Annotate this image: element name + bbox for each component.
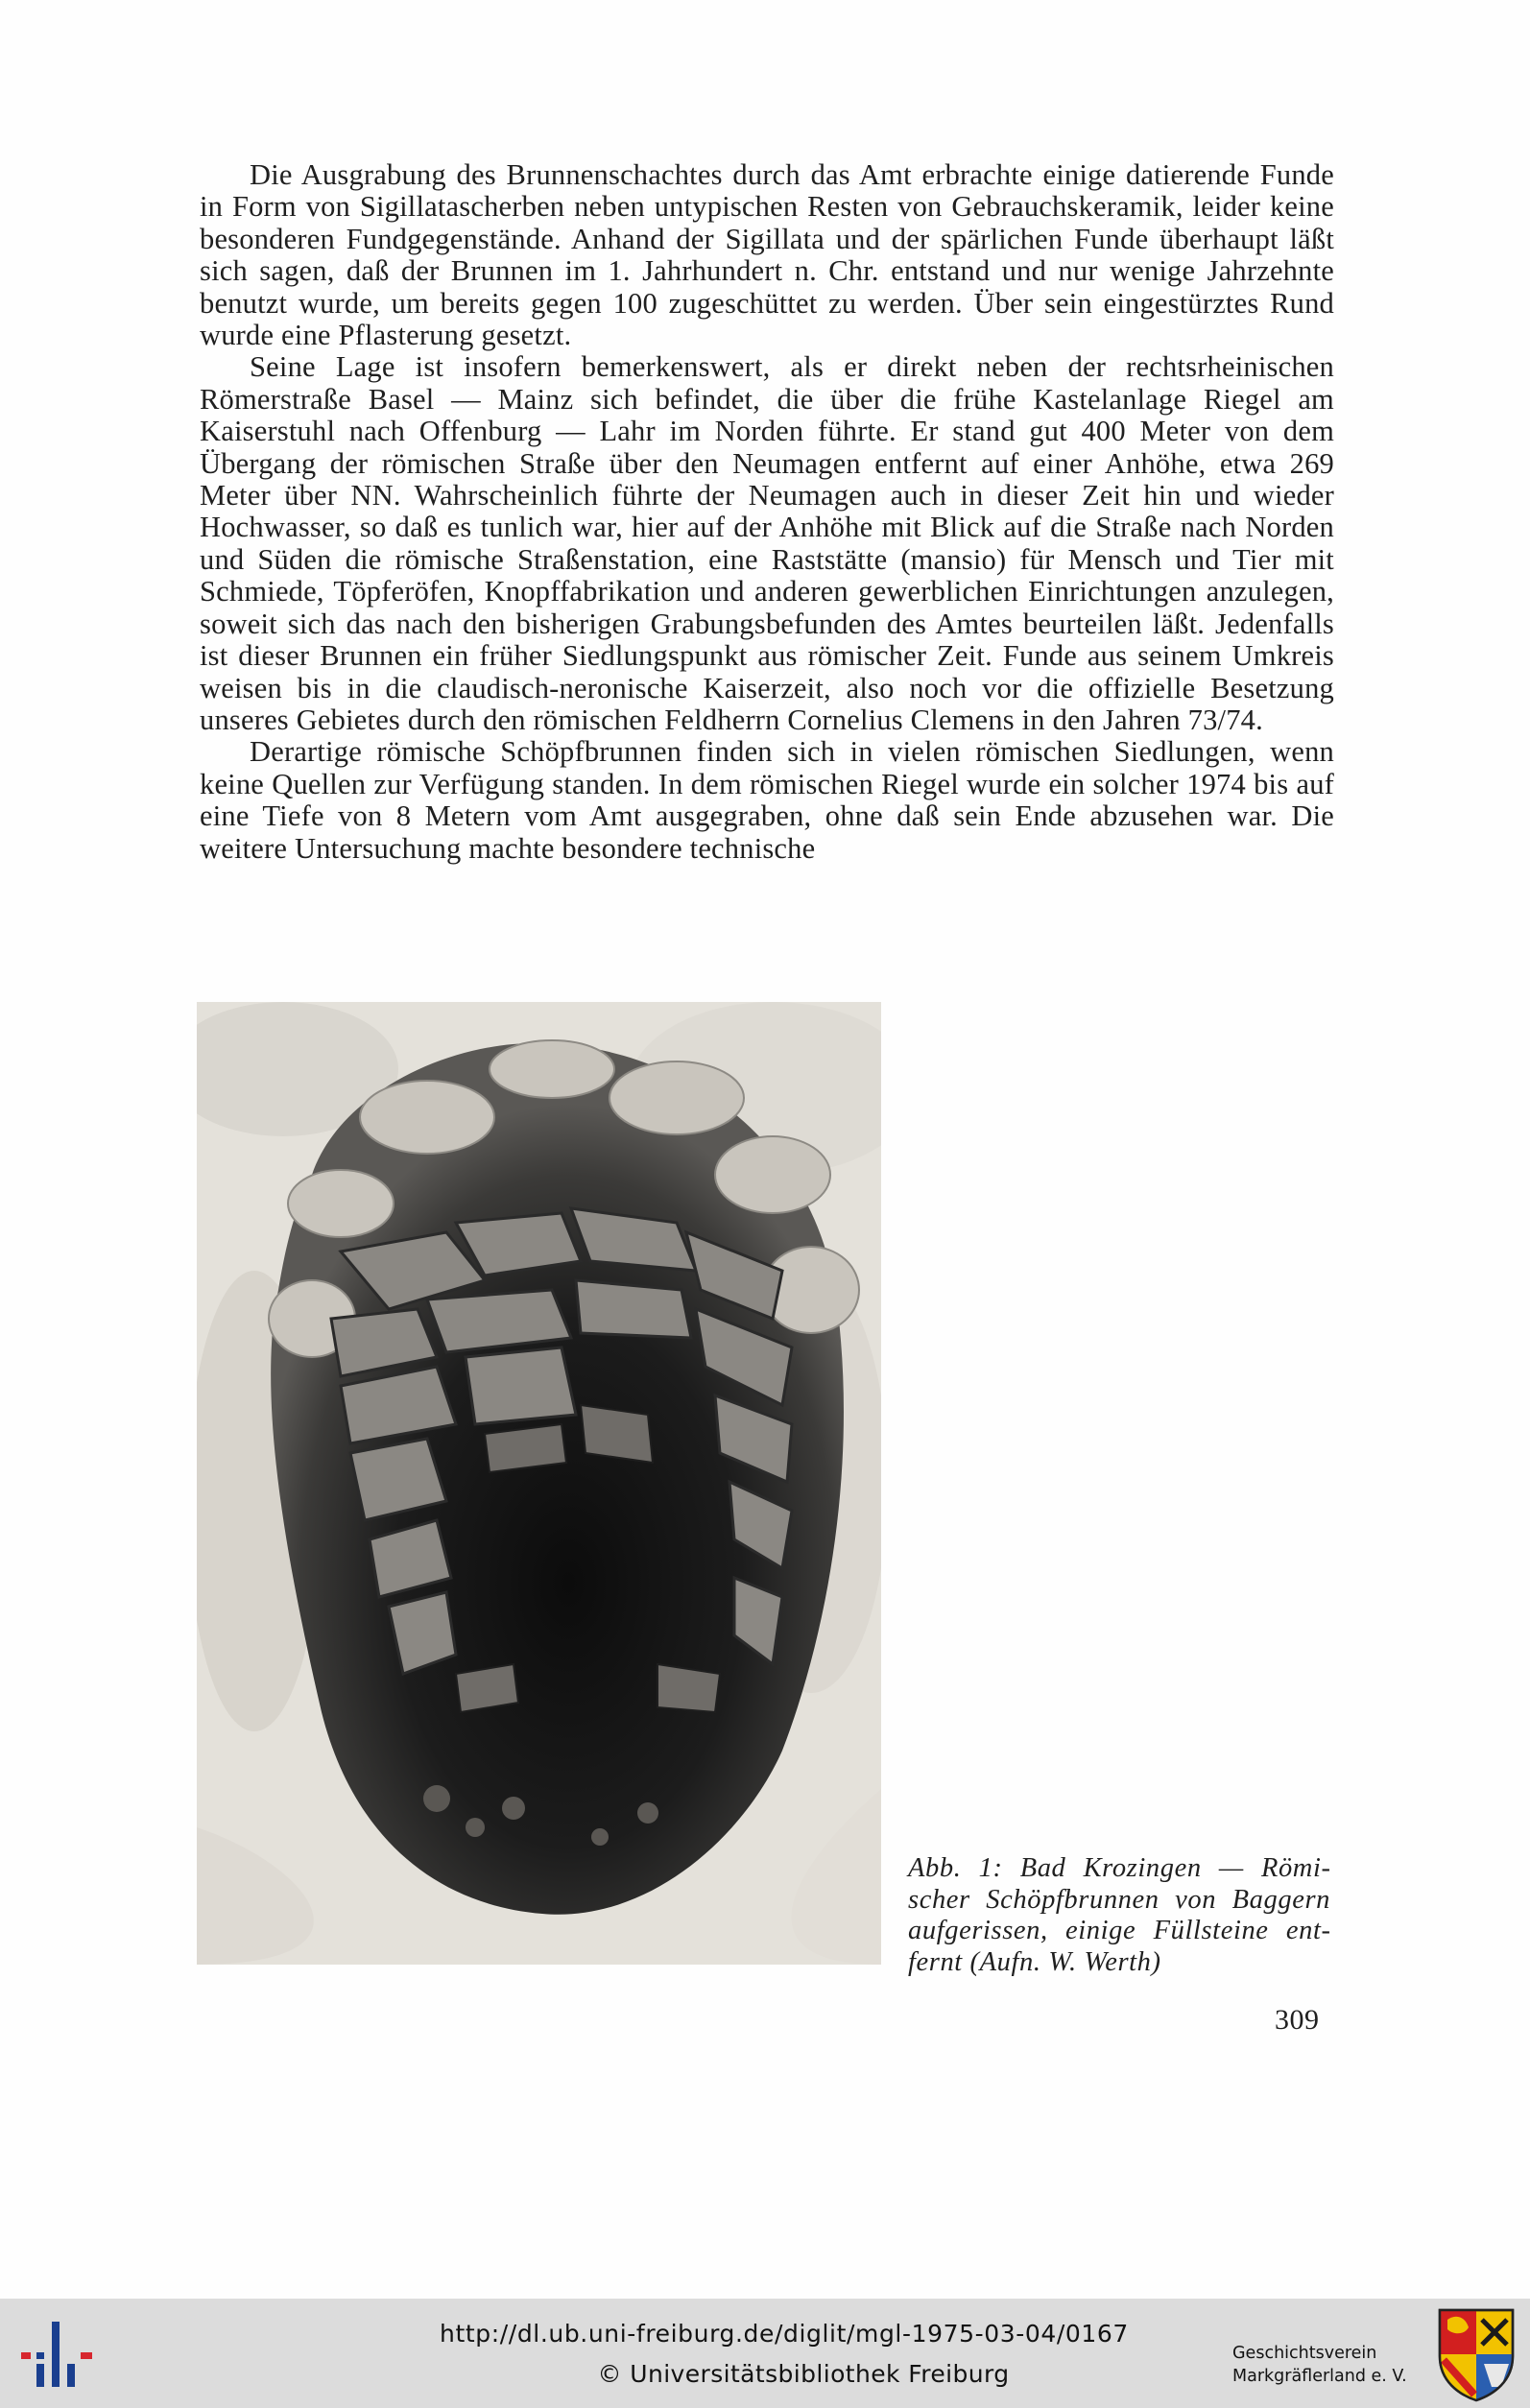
coat-of-arms-icon — [1436, 2306, 1517, 2402]
well-shaft-photo — [197, 1002, 881, 1965]
copyright-text: © Universitätsbibliothek Freiburg — [597, 2360, 1010, 2388]
permalink-text: http://dl.ub.uni-freiburg.de/diglit/mgl-1975-03-04/0167 — [440, 2320, 1129, 2348]
paragraph: Derartige römische Schöpfbrunnen finden sich in vielen römischen Siedlungen, wenn keine Quellen zur Verfügung standen. In dem römischen Riegel wurde ein solcher 1974 bis auf eine Tiefe von 8 Metern vom Amt ausgegraben, ohne daß sein Ende abzusehen war. Die weitere Untersuchung machte besondere technische — [200, 735, 1334, 865]
body-text — [200, 159, 1334, 865]
society-name-line: Geschichtsverein — [1232, 2344, 1377, 2363]
footer-bar — [0, 2299, 1530, 2408]
paragraph: Seine Lage ist insofern bemerkenswert, als er direkt neben der rechtsrheinischen Römerstraße Basel — Mainz sich befindet, die über die frühe Kastelanlage Riegel am Kaiserstuhl nach Offenburg — Lahr im Norden führte. Er stand gut 400 Meter von dem Übergang der römischen Straße über den Neumagen entfernt auf einer Anhöhe, etwa 269 Meter über NN. Wahrscheinlich führte der Neumagen auch in dieser Zeit hin und wieder Hochwasser, so daß es tunlich war, hier auf der Anhöhe mit Blick auf die Straße nach Norden und Süden die römische Straßenstation, eine Raststätte (mansio) für Mensch und Tier mit Schmiede, Töpferöfen, Knopffabrikation und anderen gewerblichen Einrichtungen anzulegen, soweit sich das nach den bisherigen Grabungsbefunden des Amtes beurteilen läßt. Jedenfalls ist dieser Brunnen ein früher Siedlungspunkt aus römischer Zeit. Funde aus seinem Umkreis weisen bis in die claudisch-neronische Kaiserzeit, also noch vor die offizielle Besetzung unseres Gebietes durch den römischen Feldherrn Cornelius Clemens in den Jahren 73/74. — [200, 350, 1334, 736]
figure-caption: Abb. 1: Bad Krozingen — Römischer Schöpfbrunnen von Baggern aufgerissen, einige Füllsteine entfernt (Aufn. W. Werth) — [908, 1853, 1330, 1977]
society-name — [1232, 2342, 1424, 2388]
page-number: 309 — [1275, 2004, 1320, 2036]
paragraph: Die Ausgrabung des Brunnenschachtes durch das Amt erbrachte einige datierende Funde in Form von Sigillatascherben neben untypischen Resten von Gebrauchskeramik, leider keine besonderen Fundgegenstände. Anhand der Sigillata und der spärlichen Funde überhaupt läßt sich sagen, daß der Brunnen im 1. Jahrhundert n. Chr. entstand und nur wenige Jahrzehnte benutzt wurde, um bereits gegen 100 zugeschüttet zu werden. Über sein eingestürztes Rund wurde eine Pflasterung gesetzt. — [200, 158, 1334, 352]
society-name-line: Markgräflerland e. V. — [1232, 2367, 1407, 2386]
